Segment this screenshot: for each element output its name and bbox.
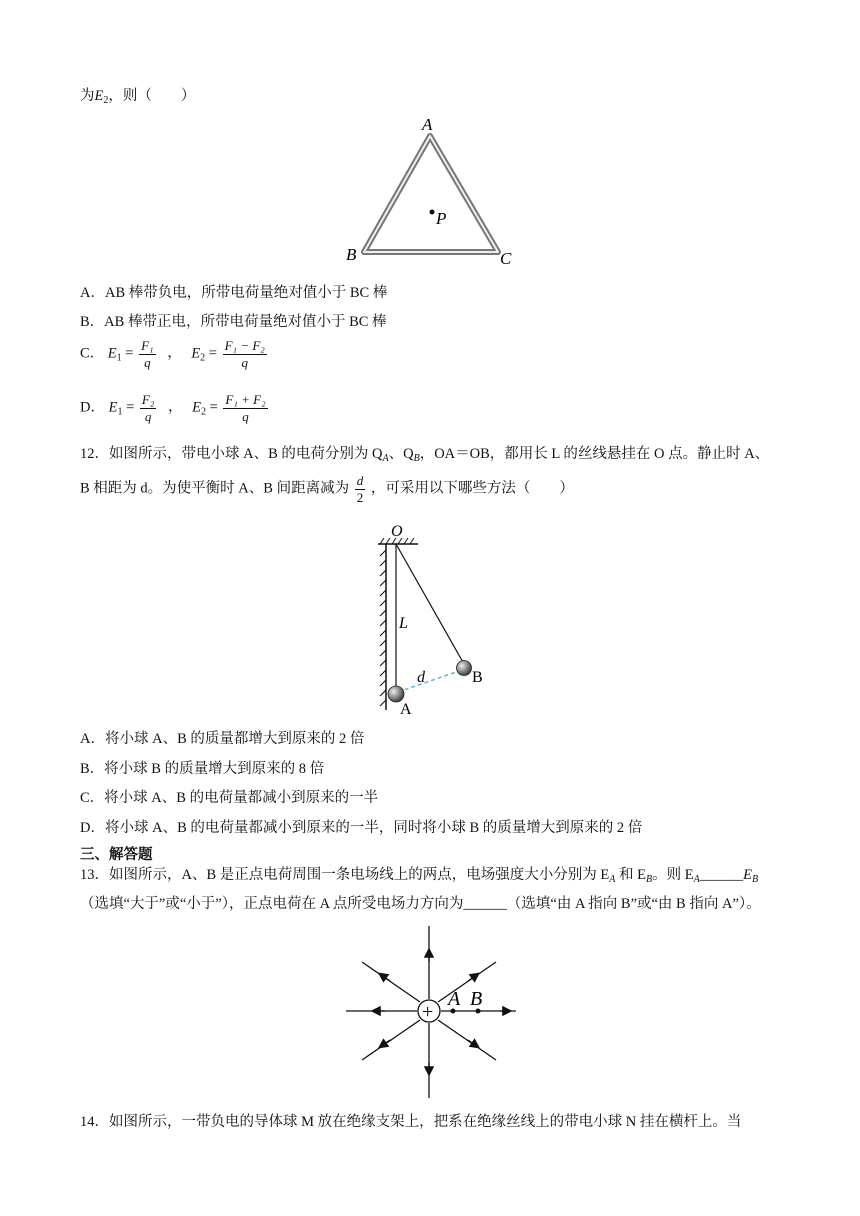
stem-sub: 2 [103,95,109,106]
e1-symbol: E [108,399,118,416]
stem-suffix: ，则（ ） [108,88,196,104]
triangle-figure [340,112,530,267]
charge-plus: + [422,1001,434,1023]
e1-symbol: E [107,345,117,362]
e2-sub: 2 [200,406,206,418]
e1-fraction: $\frac{\text{F₁}}{q}$ [141,338,154,370]
q11-option-d: D． $E_1$ = $\frac{\text{F₂}}{q}$ ， $E_2$ = $\frac{\text{F₁ + F₂}}{q}$ [80,392,266,424]
pendulum-label-b: B [472,669,483,686]
separator: ， [168,399,183,416]
e2-sub: 2 [200,352,206,364]
field-label-a: A [448,988,461,1010]
e2-fraction: $\frac{\text{F₁ + F₂}}{q}$ [225,392,266,424]
q12-stem-line2: B 相距为 d。为使平衡时 A、B 间距离减为 $\frac{d}{2}$ ，可采用以下哪些方法（ ） [80,473,574,505]
stem-var: E [94,88,104,104]
e2-symbol: E [192,399,201,416]
triangle-label-a: A [422,115,433,134]
q12-stem-line1: 12．如图所示，带电小球 A、B 的电荷分别为 $Q_A$、$Q_B$，OA＝OB，都用长 L 的丝线悬挂在 O 点。静止时 A、 [80,446,770,464]
section-heading: 三、解答题 [80,847,153,863]
triangle-label-c: C [500,249,512,267]
pendulum-label-d: d [417,669,425,686]
pendulum-label-l: L [399,615,408,632]
e1-sub: 1 [117,406,123,418]
pendulum-label-a: A [400,701,412,718]
q12-option-d: D．将小球 A、B 的电荷量都减小到原来的一半，同时将小球 B 的质量增大到原来的 2 倍 [80,820,643,836]
field-label-b: B [470,988,483,1010]
e2-symbol: E [191,345,201,362]
option-label: C． [80,345,105,362]
q11-option-c: C． $E_1$ = $\frac{\text{F₁}}{q}$ ， $E_2$ = $\frac{\text{F₁ − F₂}}{q}$ [80,338,265,370]
triangle-label-b: B [346,245,357,264]
q14-stem-line1: 14．如图所示，一带负电的导体球 M 放在绝缘支架上，把系在绝缘丝线上的带电小球 N 挂在横杆上。当 [80,1114,742,1130]
q13-stem-line1: 13．如图所示，A、B 是正点电荷周围一条电场线上的两点，电场强度大小分别为 $E_A$ 和 $E_B$。则 $E_A\_\_\_\_\_\_E_B$ [80,867,759,885]
stem-text: 为 [80,88,95,104]
q12-option-c: C．将小球 A、B 的电荷量都减小到原来的一半 [80,790,379,806]
q13-stem-line2: （选填“大于”或“小于”），正点电荷在 A 点所受电场力方向为______（选填“由 A 指向 B”或“由 B 指向 A”）。 [80,896,761,912]
d-over-2-fraction: $\frac{d}{2}$ [356,473,364,505]
e2-fraction: $\frac{\text{F₁ − F₂}}{q}$ [224,338,265,370]
option-label: D． [80,399,105,416]
q11-option-b: B．AB 棒带正电，所带电荷量绝对值小于 BC 棒 [80,314,387,330]
q12-option-b: B．将小球 B 的质量增大到原来的 8 倍 [80,761,325,777]
field-lines-figure [340,922,520,1102]
pendulum-figure [360,520,500,720]
q12-option-a: A．将小球 A、B 的质量都增大到原来的 2 倍 [80,731,365,747]
e1-fraction: $\frac{\text{F₂}}{q}$ [141,392,155,424]
triangle-label-p: P [436,209,447,228]
separator: ， [167,345,182,362]
pendulum-label-o: O [391,523,403,540]
question-11-stem-tail [80,84,195,106]
q11-option-a: A．AB 棒带负电，所带电荷量绝对值小于 BC 棒 [80,285,388,301]
e1-sub: 1 [116,352,122,364]
